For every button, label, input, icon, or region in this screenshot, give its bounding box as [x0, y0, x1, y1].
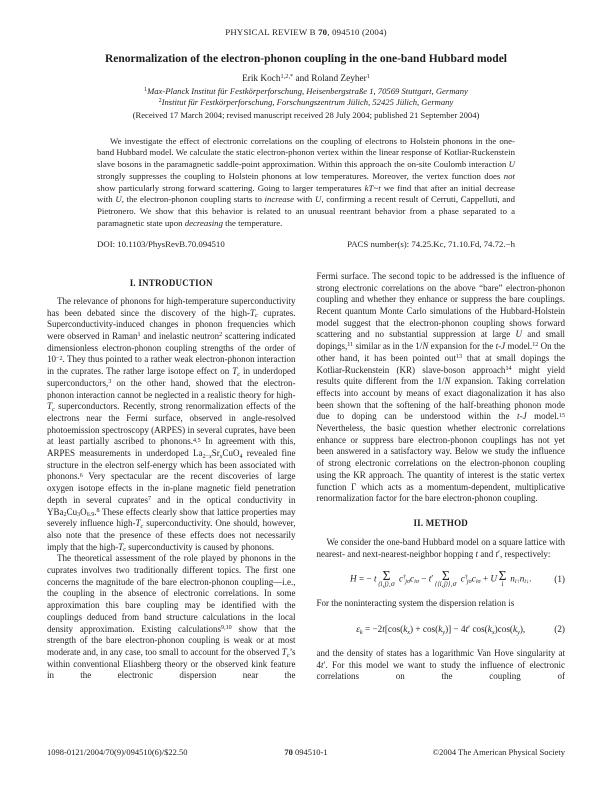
pacs-text: PACS number(s): 74.25.Kc, 71.10.Fd, 74.72.−h — [347, 238, 515, 249]
method-paragraph-1: We consider the one-band Hubbard model on a square lattice with nearest- and next-nearest-neighbor hopping t and t′, respectively: — [316, 536, 565, 559]
intro-paragraph-1: The relevance of phonons for high-temperature superconductivity has been debated since the discovery of the high-$T_c$ cuprates. Superconductivity-induced changes in phonon frequencies which were observed in Raman$^1$ and inelastic neutron$^2$ scattering indicated dimensionless electron-phonon coupling strengths of the order of $10^{-2}$. They thus pointed to a rather weak electron-phonon interaction in the cuprates. The rather large isotope effect on $T_c$ in underdoped superconductors,$^3$ on the other hand, showed that the electron-phonon interaction cannot be neglected in a realistic theory for high-$T_c$ superconductors. Recently, strong renormalization effects of the electrons near the Fermi surface, observed in angle-resolved photoemission spectroscopy (ARPES) in several cuprates, have been at least partially ascribed to phonons.$^{4,5}$ In agreement with this, ARPES measurements in underdoped $La_{2-x}Sr_xCuO_4$ revealed fine structure in the electron self-energy which has been associated with phonons.$^6$ Very spectacular are the recent discoveries of large oxygen isotope effects in the in-plane magnetic field penetration depth in several cuprates$^7$ and in the optical conductivity in $YBa_2Cu_3O_{6.9}.^8$ These effects clearly show that lattice properties may severely influence high-$T_c$ superconductivity. One should, however, also note that the presence of these effects does not necessarily imply that the high-$T_c$ superconductivity is caused by phonons. — [47, 295, 296, 554]
section-heading-introduction: I. INTRODUCTION — [129, 277, 213, 288]
equation-2 — [317, 616, 566, 642]
doi-text: DOI: 10.1103/PhysRevB.70.094510 — [97, 238, 225, 249]
method-paragraph-3: and the density of states has a logarithmic Van Hove singularity at 4t′. For this model we want to study the influence of electronic correlations on the coupling of — [316, 648, 565, 682]
footer-issn-price: 1098-0121/2004/70(9)/094510(6)/$22.50 — [47, 747, 188, 757]
equation-1 — [317, 566, 566, 592]
abstract: We investigate the effect of electronic correlations on the coupling of electrons to Holstein phonons in the one-band Hubbard model. We calculate the static electron-phonon vertex within the linear response of Kotliar-Ruckenstein slave bosons in the paramagnetic saddle-point approximation. Within this approach the on-site Coulomb interaction U strongly suppresses the coupling to Holstein phonons at low temperatures. Moreover, the vertex function does not show particularly strong forward scattering. Going to larger temperatures kT~t we find that after an initial decrease with U, the electron-phonon coupling starts to increase with U, confirming a recent result of Cerruti, Cappelluti, and Pietronero. We show that this behavior is related to an unusual reentrant behavior from a phase separated to a paramagnetic state upon decreasing the temperature. — [97, 135, 515, 229]
footer-copyright: ©2004 The American Physical Society — [432, 747, 565, 757]
footer-page-number: 70 094510-1 — [284, 747, 328, 757]
right-column — [317, 271, 566, 733]
two-column-body — [47, 271, 565, 733]
paper-title: Renormalization of the electron-phonon coupling in the one-band Hubbard model — [104, 53, 507, 65]
page-footer — [47, 747, 565, 757]
left-column — [47, 271, 296, 733]
equation-1-body: H = − t Σ ⟨i,j⟩,σ $c^\dagger_{j\sigma}c_{i\sigma} - t'$ Σ ⟨⟨i,j⟩⟩,σ $c^\dagger_{j\sigma}c_{i\sigma} + U$ Σ i $n_{i↑}n_{i↓}$. — [350, 567, 532, 589]
journal-header: PHYSICAL REVIEW B 70, 094510 (2004) — [225, 27, 387, 37]
equation-1-number: (1) — [554, 574, 565, 585]
intro-paragraph-2: The theoretical assessment of the role played by phonons in the cuprates involves two traditionally different topics. The first one concerns the magnitude of the bare electron-phonon coupling—i.e., the coupling in the absence of electronic correlations. In some approximation this bare coupling may be identified with the couplings deduced from band structure calculations in the local density approximation. Existing calculations$^{9,10}$ show that the strength of the bare electron-phonon coupling is weak or at most moderate and, in any case, too small to account for the observed $T_c’s$ within conventional Eliashberg theory or the observed kink feature in the electronic dispersion near the — [47, 553, 296, 681]
equation-2-number: (2) — [554, 624, 565, 635]
intro-paragraph-3: Fermi surface. The second topic to be addressed is the influence of strong electronic correlations on the above “bare” electron-phonon coupling and whether they enhance or suppress the bare couplings. Recent quantum Monte Carlo simulations of the Hubbard-Holstein model suggest that the electron-phonon coupling shows forward scattering and no substantial suppression at large U and small dopings,$^{11}$ similar as in the 1/N expansion for the t-J model.$^{12}$ On the other hand, it has been pointed out$^{13}$ that at small dopings the Kotliar-Ruckenstein (KR) slave-boson approach$^{14}$ might yield results quite different from the 1/N expansion. Taking correlation effects into account by means of exact diagonalization it has also been shown that the softening of the half-breathing phonon mode due to doping can be understood within the t-J model.$^{15}$ Nevertheless, the basic question whether electronic correlations enhance or suppress bare electron-phonon couplings has not yet been answered in a satisfactory way. Below we study the influence of strong electronic correlations on the electron-phonon coupling using the KR approach. The quantity of interest is the static vertex function Γ which acts as a momentum-dependent, multiplicative renormalization factor for the bare electron-phonon coupling. — [316, 270, 565, 504]
equation-2-body: $\varepsilon_k = -2t[\cos(k_x) + \cos(k_y)] - 4t'$ $\cos(k_x)\cos(k_y)$, — [356, 624, 526, 636]
method-paragraph-2: For the noninteracting system the dispersion relation is — [316, 598, 515, 609]
affiliation-2: $^2$Institut für Festkörperforschung, Forschungszentrum Jülich, 52425 Jülich, Germany — [158, 97, 454, 107]
affiliation-1: $^1$Max-Planck Institut für Festkörperforschung, Heisenbergstraße 1, 70569 Stuttgart, Germany — [144, 85, 468, 96]
doi-pacs-row — [47, 239, 565, 249]
received-line: (Received 17 March 2004; revised manuscript received 28 July 2004; published 21 September 2004) — [132, 109, 480, 120]
section-heading-method: II. METHOD — [413, 517, 468, 528]
author-line: Erik Koch$^{1,2,*}$ and Roland Zeyher$^1$ — [242, 73, 370, 84]
